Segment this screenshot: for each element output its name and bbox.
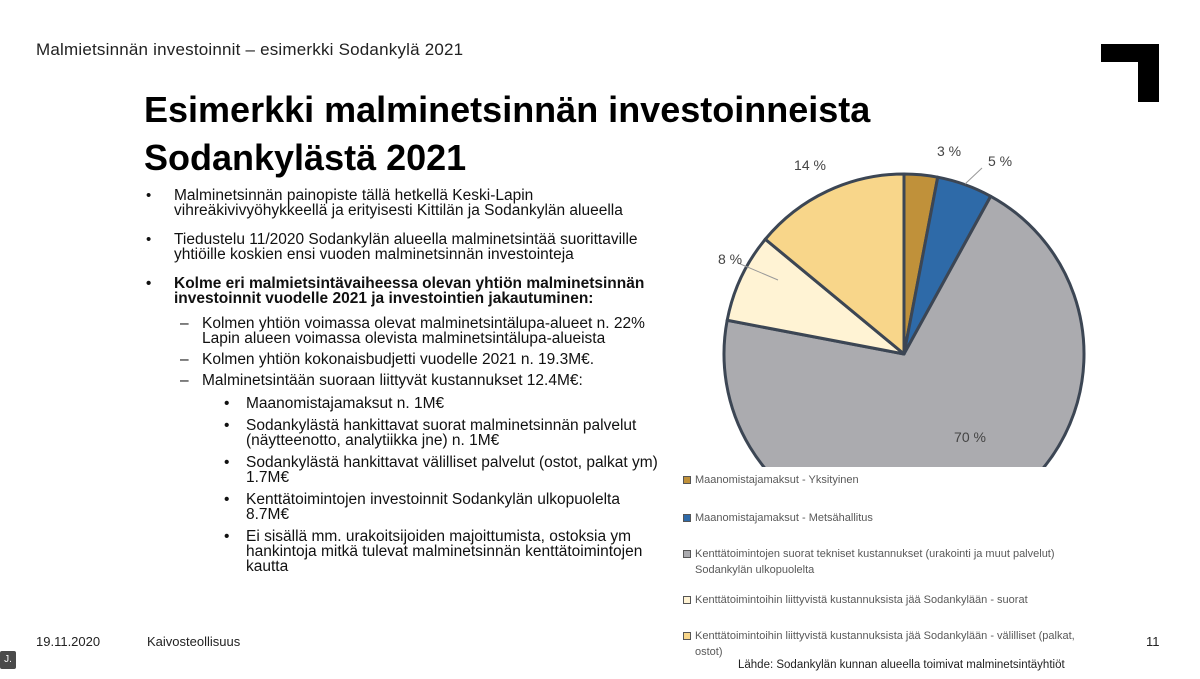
sub-sub-bullet-item bbox=[224, 396, 666, 411]
legend-item bbox=[683, 510, 1083, 526]
sub-bullet-text: – Malminetsintään suoraan liittyvät kustannukset 12.4M€: bbox=[202, 372, 583, 389]
bullet-item bbox=[146, 276, 666, 574]
legend-label: Maanomistajamaksut - Metsähallitus bbox=[695, 512, 873, 524]
legend-label: Kenttätoimintojen suorat tekniset kustannukset (urakointi ja muut palvelut) Sodankylän ulkopuolelta bbox=[695, 548, 1055, 576]
sub-bullet-text: Kolmen yhtiön kokonaisbudjetti vuodelle 2021 n. 19.3M€. bbox=[202, 351, 595, 368]
sub-sub-bullet-text: Sodankylästä hankittavat suorat malminetsinnän palvelut (näytteenotto, analytiikka jne) n. 1M€ bbox=[246, 417, 637, 449]
legend-label: Maanomistajamaksut - Yksityinen bbox=[695, 474, 859, 486]
pie-data-label: 14 % bbox=[794, 157, 826, 173]
corner-logo-icon bbox=[1101, 44, 1159, 102]
user-initial-badge: J. bbox=[0, 651, 16, 669]
legend-swatch bbox=[683, 550, 691, 558]
bullet-item bbox=[146, 188, 666, 218]
sub-bullet-text: Kolmen yhtiön voimassa olevat malminetsintälupa-alueet n. 22% Lapin alueen voimassa olevista malminetsintälupa-alueista bbox=[202, 315, 645, 347]
legend-item bbox=[683, 592, 1083, 608]
title-line-2: Sodankylästä 2021 bbox=[144, 137, 467, 178]
sub-bullet-item bbox=[176, 316, 666, 346]
sub-sub-bullet-text: Maanomistajamaksut n. 1M€ bbox=[246, 395, 445, 412]
legend-label: Kenttätoimintoihin liittyvistä kustannuksista jää Sodankylään - suorat bbox=[695, 594, 1028, 606]
legend-swatch bbox=[683, 476, 691, 484]
page-number: 11 bbox=[1146, 634, 1160, 649]
legend-swatch bbox=[683, 596, 691, 604]
bullet-text: Malminetsinnän painopiste tällä hetkellä Keski-Lapin vihreäkivivyöhykkeellä ja erityisesti Kittilän ja Sodankylän alueella bbox=[174, 187, 623, 219]
slide-header: Malmietsinnän investoinnit – esimerkki Sodankylä 2021 bbox=[36, 40, 464, 59]
legend-swatch bbox=[683, 632, 691, 640]
sub-sub-bullet-item bbox=[224, 492, 666, 522]
chart-legend bbox=[683, 472, 1083, 660]
pie-data-label: 70 % bbox=[954, 429, 986, 445]
bullet-list bbox=[146, 188, 666, 581]
sub-sub-bullet-item bbox=[224, 529, 666, 574]
pie-data-label: 5 % bbox=[987, 153, 1013, 169]
sub-bullet-item bbox=[176, 373, 666, 574]
bullet-text: Tiedustelu 11/2020 Sodankylän alueella malminetsintää suorittaville yhtiöille koskien ensi vuoden malminetsinnän investointeja bbox=[174, 231, 638, 263]
pie-data-label: 8 % bbox=[717, 251, 743, 267]
chart-source: Lähde: Sodankylän kunnan alueella toimivat malminetsintäyhtiöt bbox=[738, 659, 1065, 671]
sub-bullet-item bbox=[176, 352, 666, 367]
pie-data-label: 3 % bbox=[936, 143, 962, 159]
sub-sub-bullet-item bbox=[224, 418, 666, 448]
bullet-text: • Kolme eri malmietsintävaiheessa olevan yhtiön malminetsinnän investoinnit vuodelle 2021 ja investointien jakautuminen: bbox=[174, 275, 645, 307]
label-leader-line bbox=[965, 168, 982, 184]
sub-sub-bullet-item bbox=[224, 455, 666, 485]
footer-organization: Kaivosteollisuus bbox=[147, 634, 241, 649]
pie-chart bbox=[670, 130, 1100, 470]
sub-sub-bullet-text: Kenttätoimintojen investoinnit Sodankylän ulkopuolelta 8.7M€ bbox=[246, 491, 620, 523]
sub-sub-bullet-text: Ei sisällä mm. urakoitsijoiden majoittumista, ostoksia ym hankintoja mitkä tulevat malminetsinnän kenttätoimintojen kautta bbox=[246, 528, 643, 575]
legend-item bbox=[683, 546, 1083, 578]
title-line-1: Esimerkki malminetsinnän investoinneista bbox=[144, 89, 871, 130]
legend-swatch bbox=[683, 514, 691, 522]
legend-item bbox=[683, 472, 1083, 488]
legend-label: Kenttätoimintoihin liittyvistä kustannuksista jää Sodankylään - välilliset (palkat, ostot) bbox=[695, 630, 1075, 658]
sub-sub-bullet-text: Sodankylästä hankittavat välilliset palvelut (ostot, palkat ym) 1.7M€ bbox=[246, 454, 658, 486]
bullet-item bbox=[146, 232, 666, 262]
footer-date: 19.11.2020 bbox=[36, 634, 101, 649]
legend-item bbox=[683, 628, 1083, 660]
